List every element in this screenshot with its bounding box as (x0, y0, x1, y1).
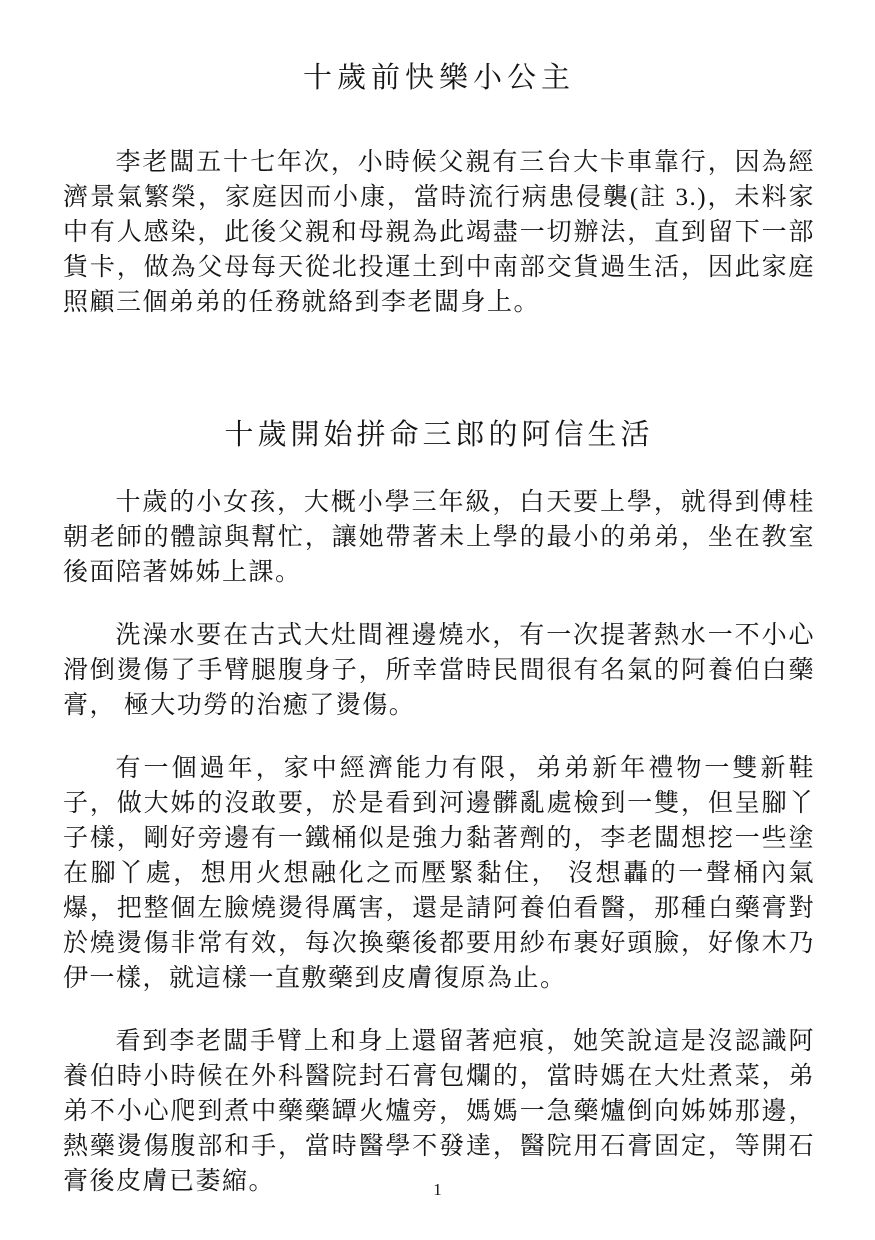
section-2-paragraph-4: 看到李老闆手臂上和身上還留著疤痕，她笑說這是沒認識阿養伯時小時候在外科醫院封石膏包爛的，當時媽在大灶煮菜，弟弟不小心爬到煮中藥藥罈火爐旁，媽媽一急藥爐倒向姊姊那邊，熱藥燙傷腹部和手，當時醫學不發達，醫院用石膏固定，等開石膏後皮膚已萎縮。 (63, 1028, 815, 1195)
section-1-paragraph-1: 李老闆五十七年次，小時候父親有三台大卡車靠行，因為經濟景氣繁榮，家庭因而小康，當時流行病患侵襲(註 3.)，未料家中有人感染，此後父親和母親為此竭盡一切辦法，直到留下一部貨卡，做為父母每天從北投運土到中南部交貨過生活，因此家庭照顧三個弟弟的任務就絡到李老闆身上。 (63, 149, 815, 316)
section-2-paragraph-1: 十歲的小女孩，大概小學三年級，白天要上學，就得到傅桂朝老師的體諒與幫忙，讓她帶著未上學的最小的弟弟，坐在教室後面陪著姊姊上課。 (63, 489, 815, 586)
section-2-paragraph-3: 有一個過年，家中經濟能力有限，弟弟新年禮物一雙新鞋子，做大姊的沒敢要，於是看到河邊髒亂處檢到一雙，但呈腳丫子樣，剛好旁邊有一鐵桶似是強力黏著劑的，李老闆想挖一些塗在腳丫處，想用火想融化之而壓緊黏住， 沒想轟的一聲桶內氣爆，把整個左臉燒燙得厲害，還是請阿養伯看醫，那種白藥膏對於燒燙傷非常有效，每次換藥後都要用紗布裹好頭臉，好像木乃伊一樣，就這樣一直敷藥到皮膚復原為止。 (63, 755, 815, 992)
section-1-heading: 十歲前快樂小公主 (302, 62, 575, 94)
section-2-paragraph-2: 洗澡水要在古式大灶間裡邊燒水，有一次提著熱水一不小心滑倒燙傷了手臂腿腹身子，所幸當時民間很有名氣的阿養伯白藥膏， 極大功勞的治癒了燙傷。 (63, 622, 815, 719)
page-number: 1 (433, 1180, 442, 1199)
section-2-heading: 十歲開始拼命三郎的阿信生活 (224, 419, 654, 451)
